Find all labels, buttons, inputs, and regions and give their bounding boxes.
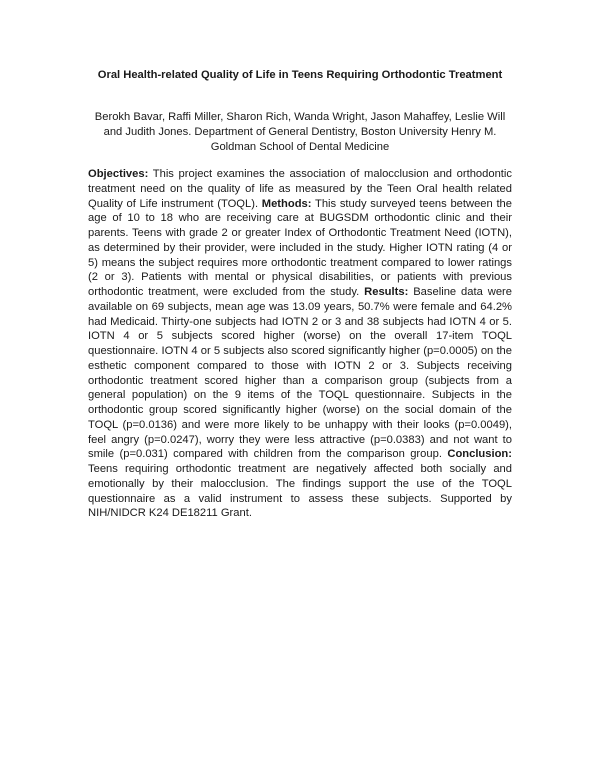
methods-heading: Methods:	[261, 197, 312, 210]
conclusion-heading: Conclusion:	[447, 448, 512, 461]
objectives-heading: Objectives:	[88, 168, 149, 180]
author-affiliation: Berokh Bavar, Raffi Miller, Sharon Rich, Wanda Wright, Jason Mahaffey, Leslie Will and Judith Jones. Department of General Dentistry, Boston University Henry M. Goldman School of Dental Medicine	[94, 111, 506, 153]
paper-title: Oral Health-related Quality of Life in Teens Requiring Orthodontic Treatment	[97, 69, 503, 81]
abstract-body	[88, 167, 512, 521]
results-heading: Results:	[364, 286, 409, 298]
methods-text: This study surveyed teens between the age of 10 to 18 who are receiving care at BUGSDM orthodontic clinic and their parents. Teens with grade 2 or greater Index of Orthodontic Treatment Need (IOTN), as determined by their provider, were included in the study. Higher IOTN rating (4 or 5) means the subject requires more orthodontic treatment compared to lower ratings (2 or 3). Patients with mental or physical disabilities, or patients with previous orthodontic treatment, were excluded from the study.	[88, 197, 512, 298]
objectives-text: This project examines the association of malocclusion and orthodontic treatment need on the quality of life as measured by the Teen Oral health related Quality of Life instrument (TOQL).	[88, 168, 512, 210]
results-text: Baseline data were available on 69 subjects, mean age was 13.09 years, 50.7% were female and 64.2% had Medicaid. Thirty-one subjects had IOTN 2 or 3 and 38 subjects had IOTN 4 or 5. IOTN 4 or 5 subjects scored higher (worse) on the overall 17-item TOQL questionnaire. IOTN 4 or 5 subjects also scored significantly higher (p=0.0005) on the esthetic component compared to those with IOTN 2 or 3. Subjects receiving orthodontic treatment scored higher than a comparison group (subjects from a general population) on the 9 items of the TOQL questionnaire. Subjects in the orthodontic group scored significantly higher (worse) on the social domain of the TOQL (p=0.0136) and were more likely to be unhappy with their looks (p=0.0049), feel angry (p=0.0247), worry they were less attractive (p=0.0383) and not want to smile (p=0.031) compared with children from the comparison group.	[88, 286, 513, 461]
conclusion-text: Teens requiring orthodontic treatment are negatively affected both socially and emotionally by their malocclusion. The findings support the use of the TOQL questionnaire as a valid instrument to assess these subjects. Supported by NIH/NIDCR K24 DE18211 Grant.	[88, 463, 512, 520]
